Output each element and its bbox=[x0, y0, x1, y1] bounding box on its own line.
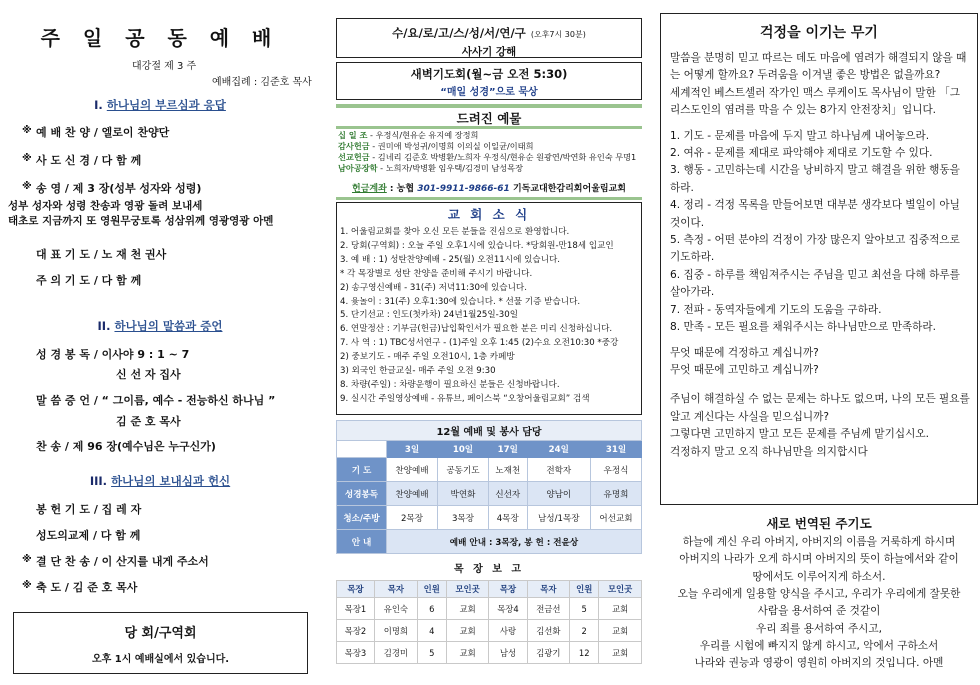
worship-item: 주 의 기 도 / 다 함 께 bbox=[36, 274, 142, 287]
prayer-line: 우리 죄를 용서하여 주시고, bbox=[755, 622, 883, 635]
table-cell: 전금선 bbox=[527, 598, 570, 620]
news-item: 5. 단기선교 : 인도(첫카차) 24년1월25일-30일 bbox=[340, 310, 519, 321]
schedule-date: 31일 bbox=[591, 441, 642, 458]
essay-paragraph: 그렇다면 고민하지 말고 모든 문제를 주님께 맡기십시오. bbox=[670, 428, 929, 441]
schedule-date: 3일 bbox=[387, 441, 438, 458]
table-row: 청소/주방 2목장 3목장 4목장 남성/1목장 어선교회 bbox=[337, 506, 642, 530]
essay-body bbox=[670, 50, 970, 461]
schedule-notice: 예배 안내 : 3목장, 봉 헌 : 전윤상 bbox=[387, 530, 642, 554]
liturgical-week: 대강절 제 3 주 bbox=[132, 61, 197, 72]
offering-line: 남아공장학 - 노희자/박병환 임우택/김경미 남성목장 bbox=[338, 163, 523, 173]
news-title: 교 회 소 식 bbox=[447, 207, 531, 222]
table-row bbox=[337, 598, 642, 620]
session-title: 당 회/구역회 bbox=[124, 626, 197, 641]
worship-item: 찬 송 / 제 96 장(예수님은 누구신가) bbox=[36, 440, 216, 453]
column-header: 목장 bbox=[337, 581, 375, 598]
worship-item: 성 경 봉 독 / 이사야 9 : 1 ~ 7 bbox=[36, 348, 190, 361]
worship-item: 말 씀 증 언 / “ 그이름, 예수 - 전능하신 하나님 ” bbox=[36, 394, 276, 407]
table-row bbox=[337, 620, 642, 642]
table-cell: 5 bbox=[570, 598, 599, 620]
prayer-line: 나라와 권능과 영광이 영원히 아버지의 것입니다. 아멘 bbox=[694, 657, 944, 670]
column-header: 인원 bbox=[417, 581, 446, 598]
essay-paragraph: 세계적인 베스트셀러 작가인 맥스 루케이도 목사님이 말한 「그리스도인의 염려를 막을 수 있는 8가지 안전장치」입니다. bbox=[670, 86, 961, 117]
study-heading: 수/요/로/고/스/성/서/연/구 (오후7시 30분) bbox=[392, 26, 586, 40]
table-cell: 목장4 bbox=[489, 598, 527, 620]
table-cell: 목장2 bbox=[337, 620, 375, 642]
worship-item: 신 선 자 집사 bbox=[116, 368, 181, 381]
worship-item: ※ 축 도 / 김 준 호 목사 bbox=[22, 580, 138, 594]
essay-question: 무엇 때문에 걱정하고 계십니까? bbox=[670, 346, 819, 359]
section-3-heading: III. 하나님의 보내심과 헌신 bbox=[89, 474, 231, 488]
table-cell: 남성 bbox=[489, 642, 527, 664]
dawn-prayer-title: 새벽기도회(월~금 오전 5:30) bbox=[410, 67, 568, 81]
worship-item: 성도의교제 / 다 함 께 bbox=[36, 529, 141, 542]
divider bbox=[336, 104, 642, 108]
news-item: 2. 당회(구역회) : 오늘 주일 오후1시에 있습니다. *당회원-만18세 입교인 bbox=[340, 240, 614, 251]
table-cell: 교회 bbox=[599, 620, 642, 642]
news-item: 6. 연말정산 : 기부금(헌금)납입확인서가 필요한 분은 미리 신청하십니다. bbox=[340, 324, 613, 335]
column-header: 목자 bbox=[527, 581, 570, 598]
table-row bbox=[337, 642, 642, 664]
column-header: 목자 bbox=[375, 581, 418, 598]
news-item: 4. 윷놀이 : 31(주) 오후1:30에 있습니다. * 선물 기증 받습니다. bbox=[340, 296, 581, 307]
essay-question: 무엇 때문에 고민하고 계십니까? bbox=[670, 363, 819, 376]
dawn-prayer-box bbox=[336, 62, 642, 100]
study-box bbox=[336, 18, 642, 58]
column-header: 모인곳 bbox=[599, 581, 642, 598]
offering-title: 드려진 예물 bbox=[456, 111, 522, 126]
offering-line: 십 일 조 - 우정식/현유순 유지예 장정희 bbox=[338, 130, 479, 140]
essay-paragraph: 걱정하지 말고 오직 하나님만을 의지합시다 bbox=[670, 445, 868, 458]
worship-item: ※ 예 배 찬 양 / 엘로이 찬양단 bbox=[22, 125, 170, 139]
table-cell: 김광기 bbox=[527, 642, 570, 664]
table-cell: 유인숙 bbox=[375, 598, 418, 620]
divider bbox=[336, 126, 642, 129]
table-cell: 12 bbox=[570, 642, 599, 664]
doxology-line: 태초로 지금까지 또 영원무궁토록 성삼위께 영광영광 아멘 bbox=[8, 215, 274, 227]
essay-list-item: 8. 만족 - 모든 필요를 채워주시는 하나님만으로 만족하라. bbox=[670, 321, 937, 334]
dawn-prayer-sub: “매일 성경”으로 묵상 bbox=[440, 87, 538, 98]
section-2-heading: II. 하나님의 말씀과 증언 bbox=[97, 319, 223, 333]
schedule-date: 24일 bbox=[527, 441, 590, 458]
schedule-table bbox=[336, 420, 642, 554]
church-bulletin-middle bbox=[330, 0, 648, 685]
news-item: 2) 중보기도 - 매주 주일 오전10시, 1층 카페방 bbox=[340, 352, 515, 363]
table-cell: 이명희 bbox=[375, 620, 418, 642]
essay-list-item: 6. 집중 - 하루를 책임져주시는 주님을 믿고 최선을 다해 하루를 살아가라. bbox=[670, 268, 960, 299]
table-cell: 4 bbox=[417, 620, 446, 642]
news-item: 1. 어울림교회를 찾아 오신 모든 분들을 진심으로 환영합니다. bbox=[340, 227, 570, 237]
divider bbox=[336, 197, 642, 200]
table-cell: 교회 bbox=[446, 598, 489, 620]
worship-item: 봉 헌 기 도 / 집 레 자 bbox=[36, 503, 142, 516]
news-item: 2) 송구영신예배 - 31(주) 저녁11:30에 있습니다. bbox=[340, 282, 527, 293]
essay-column bbox=[660, 0, 978, 685]
table-cell: 교회 bbox=[446, 642, 489, 664]
essay-list-item: 2. 여유 - 문제를 제대로 파악해야 제대로 기도할 수 있다. bbox=[670, 147, 933, 160]
mokjang-title: 목 장 보 고 bbox=[453, 564, 525, 575]
worship-title: 주 일 공 동 예 배 bbox=[40, 26, 280, 50]
news-item: 3) 외국인 한글교실- 매주 주일 오전 9:30 bbox=[340, 366, 496, 376]
table-cell: 김선화 bbox=[527, 620, 570, 642]
worship-item: ※ 사 도 신 경 / 다 함 께 bbox=[22, 153, 142, 167]
prayer-line: 땅에서도 이루어지게 하소서. bbox=[752, 570, 886, 583]
column-header: 모인곳 bbox=[446, 581, 489, 598]
essay-list-item: 7. 전파 - 동역자들에게 기도의 도움을 구하라. bbox=[670, 303, 882, 316]
table-row: 안 내 예배 안내 : 3목장, 봉 헌 : 전윤상 bbox=[337, 530, 642, 554]
essay-list-item: 5. 측정 - 어떤 분야의 걱정이 가장 많은지 알아보고 집중적으로 기도하라. bbox=[670, 234, 960, 264]
table-cell: 김경미 bbox=[375, 642, 418, 664]
worship-item: ※ 결 단 찬 송 / 이 산지를 내게 주소서 bbox=[22, 554, 209, 568]
mokjang-table bbox=[336, 580, 642, 664]
column-header: 목장 bbox=[489, 581, 527, 598]
table-cell: 목장1 bbox=[337, 598, 375, 620]
essay-paragraph: 주님이 해결하실 수 없는 문제는 하나도 없으며, 나의 모든 필요를 알고 계신다는 사실을 믿으십니까? bbox=[670, 393, 970, 423]
offering-line: 감사헌금 - 권미애 박성귀/이명희 이의실 이일균/이태희 bbox=[338, 141, 534, 151]
table-cell: 6 bbox=[417, 598, 446, 620]
schedule-date: 17일 bbox=[488, 441, 527, 458]
study-leader: 사사기 강해 bbox=[461, 46, 517, 58]
schedule-date: 10일 bbox=[437, 441, 488, 458]
table-row: 기 도 찬양예배 공동기도 노재천 전학자 우정식 bbox=[337, 458, 642, 482]
news-item: * 각 목장별로 성탄 찬양을 준비해 주시기 바랍니다. bbox=[340, 268, 533, 279]
essay-paragraph: 말씀을 분명히 믿고 따르는 데도 마음에 염려가 해결되지 않을 때는 어떻게 할까요? 두려움을 이겨낼 좋은 방법은 없을까요? bbox=[670, 52, 967, 82]
table-cell: 교회 bbox=[446, 620, 489, 642]
doxology-line: 성부 성자와 성령 찬송과 영광 돌려 보내세 bbox=[8, 200, 203, 212]
prayer-line: 하늘에 계신 우리 아버지, 아버지의 이름을 거룩하게 하시며 bbox=[682, 536, 956, 548]
table-cell: 5 bbox=[417, 642, 446, 664]
schedule-title: 12월 예배 및 봉사 담당 bbox=[337, 421, 642, 441]
session-box bbox=[13, 612, 308, 674]
prayer-line: 오늘 우리에게 일용할 양식을 주시고, 우리가 우리에게 잘못한 bbox=[677, 587, 961, 600]
news-item: 9. 실시간 주일영상예배 - 유튜브, 페이스북 “오창어울림교회” 검색 bbox=[340, 393, 590, 404]
worship-leader: 예배집례 : 김준호 목사 bbox=[212, 77, 312, 88]
essay-list-item: 3. 행동 - 고민하는데 시간을 낭비하지 말고 해결을 위한 행동을 하라. bbox=[670, 164, 960, 194]
prayer-line: 우리를 시험에 빠지지 않게 하시고, 악에서 구하소서 bbox=[699, 639, 939, 652]
table-cell: 사랑 bbox=[489, 620, 527, 642]
lords-prayer-title: 새로 번역된 주기도 bbox=[766, 516, 872, 531]
table-cell: 목장3 bbox=[337, 642, 375, 664]
order-of-worship bbox=[0, 0, 320, 685]
prayer-line: 사람을 용서하여 준 것같이 bbox=[757, 605, 881, 618]
table-row: 성경봉독 찬양예배 박연화 신선자 양남이 유명희 bbox=[337, 482, 642, 506]
table-cell: 교회 bbox=[599, 642, 642, 664]
essay-list-item: 1. 기도 - 문제를 마음에 두지 말고 하나님께 내어놓으라. bbox=[670, 129, 930, 142]
news-item: 8. 차량(주일) : 차량운행이 필요하신 분들은 신청바랍니다. bbox=[340, 379, 560, 390]
session-text: 오후 1시 예배실에서 있습니다. bbox=[91, 654, 230, 665]
section-1-heading: I. 하나님의 부르심과 응답 bbox=[94, 98, 226, 112]
table-cell: 2 bbox=[570, 620, 599, 642]
news-item: 3. 예 배 : 1) 성탄찬양예배 - 25(월) 오전11시에 있습니다. bbox=[340, 254, 561, 265]
worship-item: ※ 송 영 / 제 3 장(성부 성자와 성령) bbox=[22, 181, 202, 195]
news-item: 7. 사 역 : 1) TBC성서연구 - (1)주일 오후 1:45 (2)수요 오전10:30 *중강 bbox=[340, 338, 619, 349]
table-cell: 교회 bbox=[599, 598, 642, 620]
prayer-line: 아버지의 나라가 오게 하시며 아버지의 뜻이 하늘에서와 같이 bbox=[679, 553, 959, 566]
worship-item: 김 준 호 목사 bbox=[116, 415, 181, 428]
essay-list-item: 4. 정리 - 걱정 목록을 만들어보면 대부분 생각보다 별일이 아닐 것이다. bbox=[670, 199, 960, 229]
account-line: 헌금계좌 : 농협 301-9911-9866-61 기독교대한감리회어울림교회 bbox=[352, 184, 626, 194]
column-header: 인원 bbox=[570, 581, 599, 598]
essay-title: 걱정을 이기는 무기 bbox=[760, 25, 878, 41]
offering-line: 선교헌금 - 김네리 김준호 박병환/노희자 우정식/현유순 원광연/박연화 유인숙 무명1 bbox=[338, 152, 637, 162]
worship-item: 대 표 기 도 / 노 재 천 권사 bbox=[36, 248, 167, 261]
